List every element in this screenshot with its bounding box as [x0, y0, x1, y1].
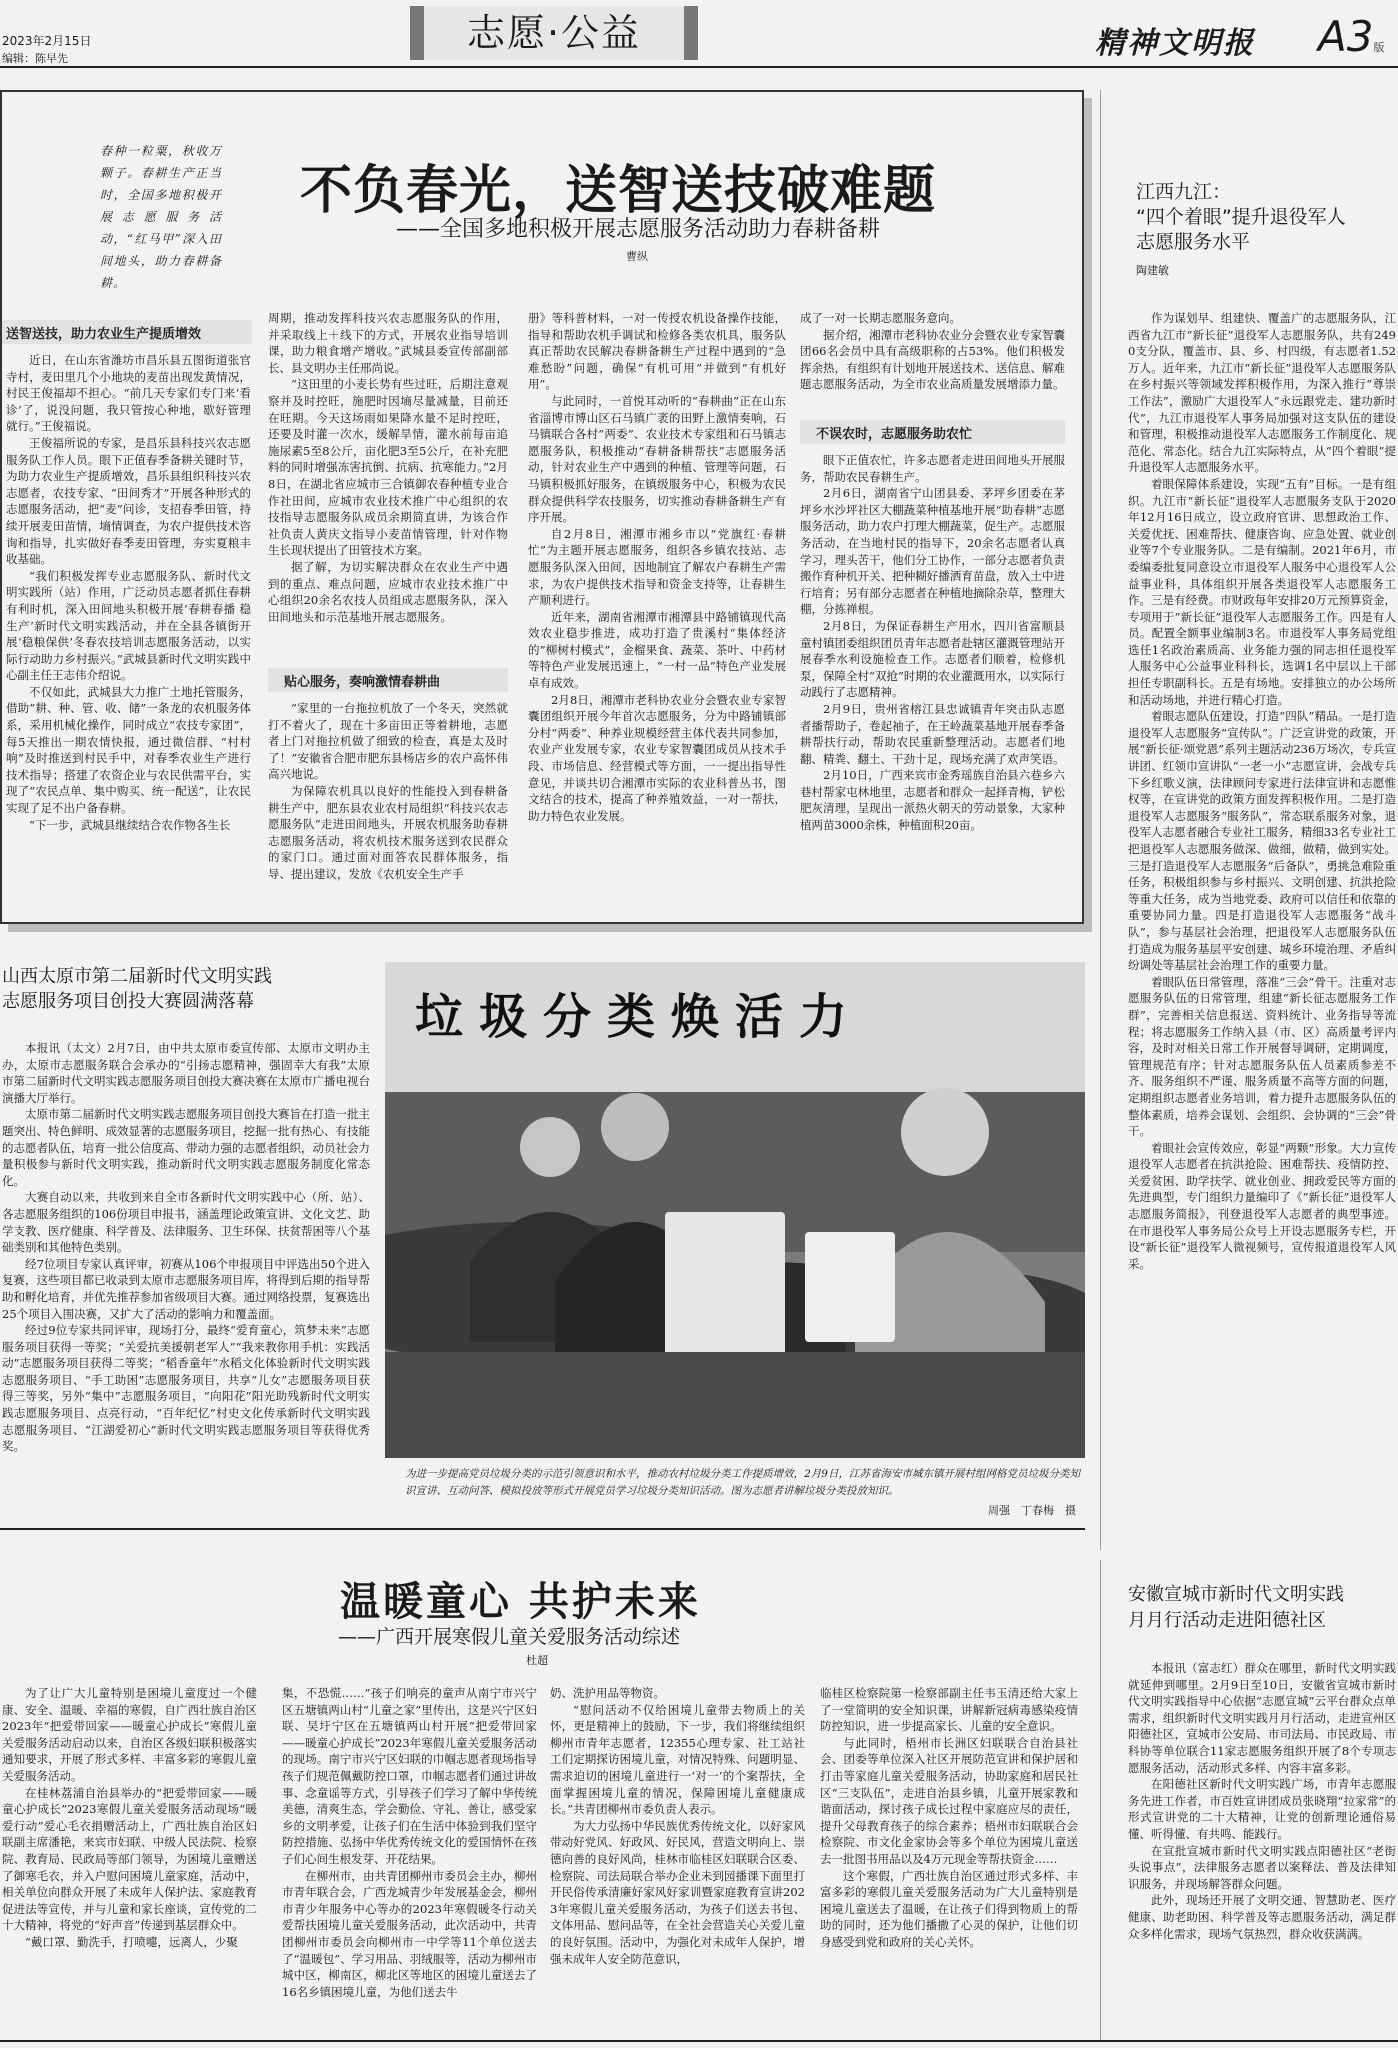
paragraph: 为了让广大儿童特别是困境儿童度过一个健康、安全、温暖、幸福的寒假，自广西壮族自治区2023年“把爱带回家——暖童心护成长”寒假儿童关爱服务活动启动以来，自治区各级妇联积极落实通知要求，开展了形式多样、丰富多彩的寒假儿童关爱服务活动。 — [2, 1686, 257, 1783]
section-band — [410, 6, 698, 60]
lead-author: 曹纵 — [626, 250, 648, 263]
lead-column-2b — [268, 700, 508, 912]
anhui-title-line-2: 月月行活动走进阳德社区 — [1128, 1610, 1326, 1631]
jiangxi-title-line-3: 志愿服务水平 — [1136, 231, 1251, 253]
paragraph: 据了解，为切实解决群众在农业生产中遇到的重点、难点问题，应城市农业技术推广中心组织20余名农技人员组成志愿服务队，深入田间地头和示范基地开展志愿服务。 — [268, 559, 508, 624]
paragraph: 近日，在山东省潍坊市昌乐县五图街道张官寺村，麦田里几个小地块的麦苗出现发黄情况，村民王俊福却不担心。“前几天专家们专门来‘看诊’了，说没问题，我只管按心种地，歇好管理就行。”王俊福说。 — [6, 353, 251, 434]
editor-credit: 编辑：陈早先 — [2, 52, 68, 65]
paragraph: 本报讯（太文）2月7日，由中共太原市委宣传部、太原市文明办主办，太原市志愿服务联合会承办的“引扬志愿精神，强固幸大有我”太原市第二届新时代文明实践志愿服务项目创投大赛决赛在太原市广播电视台演播大厅举行。 — [2, 1041, 370, 1105]
paragraph: 作为谋划早、组建快、覆盖广的志愿服务队，江西省九江市“新长征”退役军人志愿服务队，共有2490支分队，覆盖市、县、乡、村四级，有志愿者1.52万人。近年来，九江市“新长征”退役军人志愿服务队在乡村振兴等领域发挥积极作用，为深入推行“尊崇工作法”，激励广大退役军人“永远跟党走、建功新时代”，九江市退役军人事务局加强对这支队伍的建设和管理，积极推动退役军人志愿服务工作制度化、规范化、常态化。结合九江实际特点，从“四个着眼”提升退役军人志愿服务水平。 — [1128, 311, 1396, 475]
guangxi-column-3 — [550, 1685, 805, 2035]
lead-column-3 — [528, 310, 786, 912]
paragraph: 据介绍，湘潭市老科协农业分会暨农业专家智囊团66名会员中具有高级职称的占53%。他们积极发挥余热，有组织有计划地开展送技术、送信息、解难题志愿服务活动，为全市农业高质量发展增添力量。 — [800, 327, 1065, 392]
shanxi-title-line-2: 志愿服务项目创投大赛圆满落幕 — [2, 991, 254, 1012]
photo-credit: 周强 丁春梅 摄 — [988, 1504, 1076, 1517]
lead-column-2a — [268, 310, 508, 662]
guangxi-column-2 — [282, 1685, 537, 2035]
paragraph: 周期，推动发挥科技兴农志愿服务队的作用，并采取线上＋线下的方式，开展农业指导培训课，助力粮食增产增收。”武城县委宣传部副部长、县文明办主任邢尚说。 — [268, 311, 508, 375]
paragraph: 2月8日，为保证春耕生产用水，四川省富顺县童村镇团委组织团员青年志愿者赴辖区灌溉管理站开展春季水利设施检查工作。志愿者们顺着，检修机泵，保障全村“双抢”时期的农业灌溉用水，以实际行动践行了志愿精神。 — [800, 618, 1065, 700]
paragraph: 此外，现场还开展了文明交通、智慧助老、医疗健康、助老助困、科学普及等志愿服务活动，满足群众多样化需求，现场气氛热烈，群众收获满满。 — [1128, 1893, 1396, 1941]
paragraph: 临桂区检察院第一检察部副主任韦玉清还给大家上了一堂简明的安全知识课，讲解新冠病毒感染疫情防控知识，进一步提高家长、儿童的安全意识。 — [820, 1686, 1078, 1734]
jiangxi-title-line-1: 江西九江： — [1136, 181, 1232, 203]
paragraph: 2月10日，广西来宾市金秀瑶族自治县六巷乡六巷村帮家屯林地里，志愿者和群众一起择青梅，铲松肥灰清理，呈现出一派热火朝天的劳动景象，大家种植两苗3000余株，种植面积20亩。 — [800, 768, 1065, 833]
guangxi-title: 温暖童心 共护未来 — [340, 1579, 701, 1625]
paragraph: 本报讯（富志红）群众在哪里，新时代文明实践就延伸到哪里。2月9日至10日，安徽省宣城市新时代文明实践指导中心依据“志愿宣城”云平台群众点单需求，组织新时代文明实践月月行活动，走进宣州区阳德社区，宣城市公安局、市司法局、市民政局、市科协等单位联合11家志愿服务组织开展了8个专项志愿服务活动，活动形式多样、内容丰富多彩。 — [1128, 1661, 1396, 1775]
paragraph: 王俊福所说的专家，是昌乐县科技兴农志愿服务队工作人员。眼下正值春季备耕关键时节，为助力农业生产提质增效，昌乐县组织科技兴农志愿者，农技专家、“田间秀才”开展各种形式的志愿服务活动，把“麦”问诊，支招春季田管，持续开展麦田苗情，墒情调查，为农户提供技术咨询和指导，扎实做好春季麦田管理，夯实夏粮丰收基础。 — [6, 435, 251, 567]
footer-rule — [0, 2040, 1398, 2042]
lead-subhead-1: 送智送技，助力农业生产提质增效 — [6, 327, 202, 342]
shanxi-title — [2, 964, 272, 1014]
paragraph: 着眼志愿队伍建设，打造“四队”精品。一是打造退役军人志愿服务“宣传队”。广泛宣讲党的政策，开展“新长征·颂党恩”系列主题活动236万场次，专兵宣讲团、红领巾宣讲队“一老一小”志愿宣讲，会战专兵下乡红歌义演，法律顾问专家进行法律宣讲和志愿惟权等，在宣讲党的政策方面发挥积极作用。二是打造退役军人志愿服务“服务队”，常态联系服务对象，退役军人志愿者融合专业社工服务，精细33名专业社工把退役军人志愿服务做深、做细，做精，做到实处。三是打造退役军人志愿服务“后备队”，勇挑急难险重任务，积极组织参与乡村振兴、文明创建、抗洪抢险等重大任务，成为当地党委、政府可以信任和依靠的重要协同力量。四是打造退役军人志愿服务“战斗队”，参与基层社会治理，把退役军人志愿服务队伍打造成为服务基层平安创建、城乡环境治理、矛盾纠纷调处等基层社会治理工作的重要力量。 — [1128, 709, 1396, 973]
lead-column-4b — [800, 452, 1065, 912]
shanxi-title-line-1: 山西太原市第二届新时代文明实践 — [2, 966, 272, 987]
paragraph: “家里的一台拖拉机放了一个冬天，突然就打不着火了，现在十多亩田正等着耕地，志愿者上门对拖拉机做了细致的检查，真是太及时了！”安徽省合肥市肥东县杨店乡的农户高怀伟高兴地说。 — [268, 701, 508, 782]
header-rule — [0, 66, 1398, 68]
paragraph: 太原市第二届新时代文明实践志愿服务项目创投大赛旨在打造一批主题突出、特色鲜明、成效显著的志愿服务项目，挖掘一批有热心、有技能的志愿者队伍，培育一批公信度高、带动力强的志愿者组织，动员社会力量积极参与新时代文明实践，推动新时代文明实践志愿服务制度化常态化。 — [2, 1107, 370, 1188]
paragraph: 成了一对一长期志愿服务意向。 — [800, 311, 961, 325]
paragraph: 册》等科普材料，一对一传授农机设备操作技能，指导和帮助农机手调试和检修各类农机具，服务队真正帮助农民解决春耕备耕生产过程中遇到的“急难愁盼”问题，确保“有机可用”并做到“有机好用”。 — [528, 311, 786, 392]
paragraph: 为保障农机具以良好的性能投入到春耕备耕生产中，肥东县农业农村局组织“科技兴农志愿服务队”走进田间地头，开展农机服务助春耕志愿服务活动，将农机技术服务送到农民群众的家门口。通过面对面答农民群体服务，指导、提出建议，发放《农机安全生产手 — [268, 783, 508, 881]
lead-subhead-2: 贴心服务，奏响激情春耕曲 — [284, 675, 441, 690]
paragraph: “我们积极发挥专业志愿服务队、新时代文明实践所（站）作用，广泛动员志愿者抓住春耕有利时机，深入田间地头积极开展‘春耕春播 稳生产’新时代文明实践活动，并在全县各镇街开展‘稳粮保供’冬春农技培训志愿服务活动，以实际行动助力乡村振兴。”武城县新时代文明实践中心副主任王志伟介绍说。 — [6, 568, 251, 683]
right-bottom-divider — [1100, 1560, 1101, 2040]
paragraph: 在柳州市，由共青团柳州市委员会主办，柳州市青年联合会，广西龙城青少年发展基金会，柳州市青少年服务中心等办的2023年寒假暖冬行动关爱帮扶困境儿童关爱服务活动，此次活动中，共青团柳州市委员会向柳州市一中学等11个单位送去了“温暖包”、学习用品、羽绒服等，活动为柳州市城中区，柳南区，柳北区等地区的困境儿童送去了16名乡镇困境儿童，为他们送去牛 — [282, 1868, 537, 1999]
lead-subhead-3: 不误农时，志愿服务助农忙 — [816, 427, 973, 442]
page-number — [1318, 12, 1384, 61]
paragraph: 不仅如此，武城县大力推广土地托管服务，借助“耕、种、管、收、储”一条龙的农机服务体系，采用机械化操作，同时成立“农技专家团”，每5天推出一期农情快报，通过微信群、“村村响”及时推送到村民手中，对春季农业生产进行技术指导；搭建了农资企业与农民供需平台，实现了“农民点单、集中购买、统一配送”，让农民实现了足不出户备春耕。 — [6, 684, 251, 816]
paragraph: 与此同时，一首悦耳动听的“春耕曲”正在山东省淄博市博山区石马镇广袤的田野上激情奏响，石马镇联合各村“两委”、农业技术专家组和石马镇志愿服务队，积极推动“春耕备耕帮扶”志愿服务活动，针对农业生产中遇到的种植、管理等问题，石马镇积极抓好服务，在镇级服务中心，积极为农民群众提供科学农技服务，切实推动春耕备耕生产有序开展。 — [528, 393, 786, 525]
paragraph: 着眼社会宣传效应，彰显“两颗”形象。大力宣传退役军人志愿者在抗洪抢险、困难帮扶、疫情防控、关爱贫困、助学扶学、就业创业、拥政爱民等方面的先进典型，专门组织力量编印了《“新长征”退役军人志愿服务简报》，刊登退役军人志愿者的典型事迹。在市退役军人事务局公众号上开设志愿服务专栏，开设“新长征”退役军人微视频号，宣传报道退役军人风采。 — [1128, 1140, 1396, 1271]
paragraph: 大赛自动以来，共收到来自全市各新时代文明实践中心（所、站）、各志愿服务组织的106份项目申报书，涵盖理论政策宣讲、文化文艺、助学支教、医疗健康、科学普及、法律服务、卫生环保、扶贫帮困等八个基础类别和其他特色类别。 — [2, 1190, 370, 1255]
paragraph: 这个寒假，广西壮族自治区通过形式多样、丰富多彩的寒假儿童关爱服务活动为广大儿童特别是困境儿童送去了温暖，在让孩子们得到物质上的帮助的同时，还为他们播撒了心灵的保护，让他们切身感受到党和政府的关心关怀。 — [820, 1868, 1078, 1949]
paragraph: 经过9位专家共同评审，现场打分，最终“爱育童心，筑梦未来”志愿服务项目获得一等奖；“关爱抗美援朝老军人”“我来教你用手机：实践活动”志愿服务项目获得二等奖；“稻香童年”水稻文化体验新时代文明实践志愿服务项目、“手工助困”志愿服务项目，共享“儿女”志愿服务项目获得三等奖，另外“集中”志愿服务项目，“向阳花”阳光助残新时代文明实践志愿服务项目、点亮行动，“百年纪忆”村史文化传承新时代文明实践志愿服务项目、“江湖爱初心”新时代文明实践志愿服务项目等获得优秀奖。 — [2, 1323, 370, 1454]
paragraph: 2月9日，贵州省榕江县忠诚镇青年突击队志愿者播帮助子，卷起袖子，在王岭蔬菜基地开展春季备耕帮扶行动，帮助农民重新整理活动。志愿者们地翻、精粪、翻土、干劲十足，现场充满了欢声笑语。 — [800, 701, 1065, 766]
paragraph: 着眼保障体系建设，实现“五有”目标。一是有组织。九江市“新长征”退役军人志愿服务支队于2020年12月16日成立，设立政府官讲、思想政治工作、关爱优抚、困难帮扶、健康咨询、应急处置、就业创业等7个专业服务队。二是有编制。2021年6月，市委编委批复同意设立市退役军人服务中心退役军人公益事业科，具体组织开展各类退役军人志愿服务工作。三是有经费。市财政每年安排20万元预算资金，专项用于“新长征”退役军人志愿服务工作。四是有人员。配置全额事业编制3名。市退役军人事务局党组选任1名政治素质高、业务能力强的同志担任退役军人服务中心公益事业科科长，选调1名中层以上干部担任专职副科长。五是有场地。安排独立的办公场所和活动场地，并进行精心打造。 — [1128, 476, 1396, 707]
paragraph: 奶、洗护用品等物资。 — [550, 1686, 665, 1700]
paragraph: 在桂林荔浦自治县举办的“把爱带回家——暖童心护成长”2023寒假儿童关爱服务活动现场“暖爱行动”爱心毛衣捐赠活动上，广西壮族自治区妇联副主席潘艳，来宾市妇联、中级人民法院、检察院、教育局、民政局等部门领导，为困境儿童赠送了御寒毛衣，并入户慰问困境儿童家庭，活动中，相关单位向群众开展了未成年人保护法、家庭教育促进法等宣传，并与儿童和家长座谈，宣传党的二十大精神，将党的“好声音”传递到基层群众中。 — [2, 1785, 257, 1933]
lead-column-1 — [6, 352, 251, 912]
guangxi-subtitle: ——广西开展寒假儿童关爱服务活动综述 — [338, 1626, 681, 1648]
paragraph: “下一步，武城县继续结合农作物各生长 — [29, 817, 231, 832]
jiangxi-title-line-2: “四个着眼”提升退役军人 — [1136, 206, 1346, 228]
guangxi-author: 杜超 — [526, 1654, 548, 1667]
jiangxi-author: 陶建敏 — [1136, 264, 1169, 277]
lead-intro: 春种一粒粟，秋收万颗子。春耕生产正当时，全国多地积极开展志愿服务活动，“红马甲”深入田间地头，助力春耕备耕。 — [100, 144, 222, 290]
shanxi-body — [2, 1040, 370, 1510]
issue-date: 2023年2月15日 — [2, 34, 92, 48]
photo-banner-text: 垃圾分类焕活力 — [415, 989, 864, 1045]
paragraph: 为大力弘扬中华民族优秀传统文化，以好家风带动好党风、好政风、好民风，营造文明向上、崇德向善的良好风尚，桂林市临桂区妇联联合区委、检察院、司法局联合举办企业未到园播课下面里打开民俗传承清廉好家风好家训暨家庭教育宣讲2023年寒假儿童关爱服务活动，为孩子们送去书包、文体用品、慰问品等，在全社会营造关心关爱儿童的良好氛围。活动中，为强化对未成年人保护，增强未成年人安全防范意识， — [550, 1818, 805, 1966]
paragraph: 自2月8日，湘潭市湘乡市以“党旗红·春耕忙”为主题开展志愿服务，组织各乡镇农技站、志愿服务队深入田间，因地制宜了解农户春耕生产需求，为农户提供技术指导和资金支持等，让春耕生产顺利进行。 — [528, 526, 786, 608]
paragraph: “这田里的小麦长势有些过旺，后期注意观察并及时控旺，施肥时因墒尽量减量，目前还在旺期。今天这场雨如果降水量不足时控旺，还要及时灌一次水，缓解旱情，灌水前每亩追施尿素5至8公斤，亩化肥3至5公斤，在补充肥料的同时增强冻害抗倒、抗病、抗寒能力。”2月8日，在湖北省应城市三合镇御农春种植专业合作社田间，应城市农业技术推广中心组织的农技指导志愿服务队成员余期简直讲，为该合作社负责人黄庆文指导小麦苗情管理，针对作物生长现状提出了田管技术方案。 — [268, 377, 508, 558]
paragraph: “慰问活动不仅给困境儿童带去物质上的关怀，更是精神上的鼓励，下一步，我们将继续组织柳州市青年志愿者，12355心理专家、社工站社工们定期探访困境儿童，对情况特殊、问题明显、需求迫切的困境儿童进行一‘对一’的个案帮扶，全面掌握困境儿童的情况，保障困境儿童健康成长。”共青团柳州市委负责人表示。 — [550, 1702, 805, 1817]
lead-title: 不负春光，送智送技破难题 — [300, 161, 937, 221]
mid-rule — [0, 1528, 1085, 1530]
anhui-title — [1128, 1582, 1344, 1634]
page-suffix: 版 — [1373, 41, 1385, 54]
paragraph: 2月8日，湘潭市老科协农业分会暨农业专家智囊团组织开展今年首次志愿服务，分为中路铺镇部分村“两委”、种养业规模经营主体代表共同参加，农业产业发展专家，农业专家智囊团成员从技术手段、市场信息、经营模式等方面，一一提出指导性意见，并谈共切合湘潭市实际的农业科普丛书，图文结合的技术，提高了种养殖效益，一对一帮扶，助力特色农业发展。 — [528, 692, 786, 823]
lead-subtitle: ——全国多地积极开展志愿服务活动助力春耕备耕 — [396, 217, 881, 242]
jiangxi-body — [1128, 310, 1396, 1550]
anhui-title-line-1: 安徽宣城市新时代文明实践 — [1128, 1584, 1344, 1605]
paragraph: 眼下正值农忙，许多志愿者走进田间地头开展服务，帮助农民春耕生产。 — [800, 453, 1065, 484]
paragraph: 2月6日，湖南省宁山团县委、茅坪乡团委在茅坪乡水沙坪社区大棚蔬菜种植基地开展“助春耕”志愿服务活动，助力农户打理大棚蔬菜，促生产。志愿服务活动，在当地村民的指导下，20余名志愿者认真学习，理头苦干，他们分工协作，一部分志愿者负责搬作育种机开关、把种糊好播洒育苗盘，放入土中进行培育；另有部分志愿者在种植地摘除杂草，整理大棚，分拣禅根。 — [800, 486, 1065, 617]
paragraph: 在宣批宣城市新时代文明实践点阳德社区“老街头说事点”，法律服务志愿者以案释法、普及法律知识服务，并现场解答群众问题。 — [1128, 1843, 1396, 1891]
lead-column-4a — [800, 310, 1065, 415]
paragraph: 着眼队伍日常管理，落准“三会”骨干。注重对志愿服务队伍的日常管理，组建“新长征志愿服务工作群”，完善相关信息报送、资料统计、业务指导等流程；将志愿服务工作纳入县（市、区）高质量考评内容，及时对相关日常工作开展督导调研，定期调度，管理规范有序；针对志愿服务队伍人员素质参差不齐、服务组织不严谨、服务质量不高等方面的问题，定期组织志愿者业务培训，着力提升志愿服务队伍的整体素质，培养会谋划、会组织、会协调的“三会”骨干。 — [1128, 974, 1396, 1139]
right-column-divider — [1100, 90, 1101, 1550]
news-photo — [385, 962, 1085, 1458]
anhui-body — [1128, 1660, 1396, 2038]
paragraph: “戴口罩、勤洗手，打喷嚏，远离人，少聚 — [25, 1934, 238, 1949]
photo-caption: 为进一步提高党员垃圾分类的示范引领意识和水平，推动农村垃圾分类工作提质增效，2月9日，江苏省海安市城东镇开展村组网格党员垃圾分类知识宣讲、互动问答、模拟投放等形式开展党员学习垃圾分类知识活动。图为志愿者讲解垃圾分类投放知识。 — [405, 1468, 1080, 1497]
guangxi-column-4 — [820, 1685, 1078, 2035]
paragraph: 在阳德社区新时代文明实践广场，市青年志愿服务先进工作者，市百姓宣讲团成员张晓翔“拉家常”的形式宣讲党的二十大精神，让党的创新理论通俗易懂、听得懂、有共鸣、能践行。 — [1128, 1777, 1396, 1841]
paragraph: 近年来，湖南省湘潭市湘潭县中路铺镇现代高效农业稳步推进，成功打造了贵溪村“集体经济的”柳树村模式”，金榴果食、蔬菜、茶叶、中药材等特色产业发展迅速上，“一村一品”特色产业发展卓有成效。 — [528, 609, 786, 691]
paragraph: 经7位项目专家认真评审，初赛从106个申报项目中评选出50个进入复赛，这些项目都已收录到太原市志愿服务项目库，将得到后期的指导帮助和孵化培育，并优先推荐参加省级项目大赛。通过网络投票，复赛选出25个项目入围决赛，又扩大了活动的影响力和覆盖面。 — [2, 1256, 370, 1321]
jiangxi-title — [1136, 180, 1346, 255]
guangxi-column-1 — [2, 1685, 257, 2035]
paragraph: 与此同时，梧州市长洲区妇联联合自治县社会、团委等单位深入社区开展防范宣讲和保护居和打击等家庭儿童关爱服务活动，协助家庭和居民社区“三支队伍”，走进自治县乡镇，儿童开展家教和谐面活动，探讨孩子成长过程中家庭应尽的责任，提升父母教育孩子的综合素养；梧州市妇联联合会检察院、市文化金家协会等多个单位为困境儿童送去一批图书用品以及4万元现金等帮扶资金…… — [820, 1735, 1078, 1866]
paper-name: 精神文明报 — [1095, 26, 1255, 61]
page-number-label: A3 — [1318, 12, 1374, 61]
paragraph: 集，不恐慌……”孩子们响亮的童声从南宁市兴宁区五塘镇两山村“儿童之家”里传出，这是兴宁区妇联、吴圩宁区在五塘镇两山村开展“把爱带回家——暖童心护成长”2023年寒假儿童关爱服务活动的现场。南宁市兴宁区妇联的巾帼志愿者现场指导孩子们规范佩戴防控口罩，巾帼志愿者们通过讲故事、念童谣等方式，引导孩子们学习了解中华传统美德，清爽生态，学会勤俭、守礼、善让，感受家乡的文明孝爱，让孩子们在生活中体验到我们坚守防控措施、弘扬中华优秀传统文化的爱国情怀在孩子们心间生根发芽、开花结果。 — [282, 1686, 537, 1866]
section-title: 志愿·公益 — [466, 11, 642, 55]
